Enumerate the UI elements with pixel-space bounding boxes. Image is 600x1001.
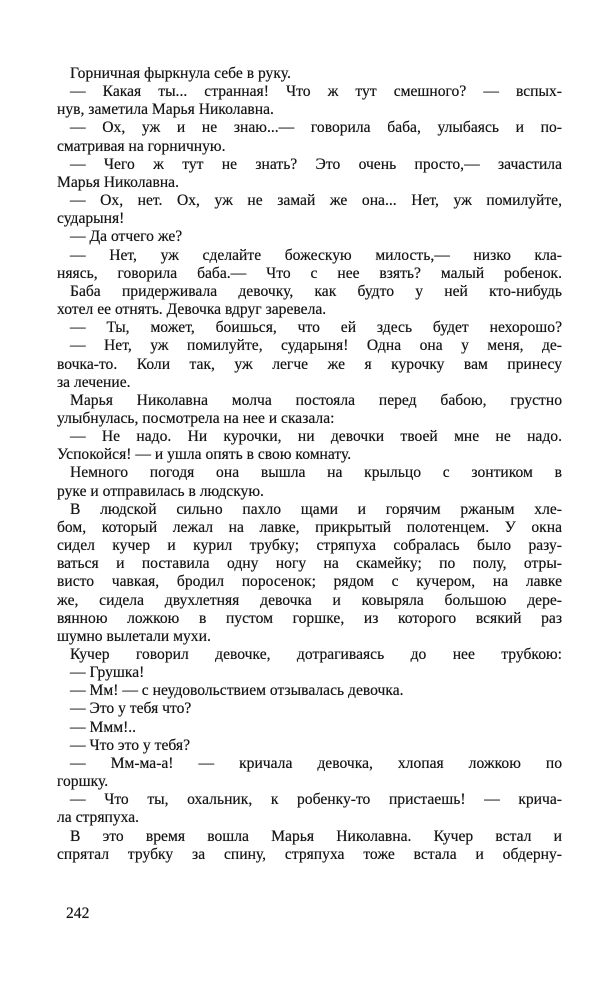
text-line: В это время вошла Марья Николавна. Кучер встал и bbox=[70, 827, 562, 845]
text-line: Немного погодя она вышла на крыльцо с зонтиком в bbox=[70, 464, 562, 482]
text-line: — Грушка! bbox=[70, 664, 145, 682]
text-line: — Ммм!.. bbox=[70, 718, 137, 736]
text-line: Кучер говорил девочке, дотрагиваясь до нее трубкою: bbox=[70, 646, 562, 663]
text-line: — Что это у тебя? bbox=[70, 736, 190, 754]
text-line: Марья Николавна. bbox=[57, 173, 179, 191]
page-body-text bbox=[57, 65, 562, 864]
text-line: — Что ты, охальник, к робенку-то пристаешь! — крича- bbox=[70, 791, 562, 809]
text-line: няясь, говорила баба.— Что с нее взять? малый робенок. bbox=[57, 264, 562, 282]
text-line: висто чавкая, бродил поросенок; рядом с кучером, на лавке bbox=[57, 573, 562, 591]
text-line: — Чего ж тут не знать? Это очень просто,— зачастила bbox=[70, 155, 562, 173]
text-line: — Мм-ма-а! — кричала девочка, хлопая ложкою по bbox=[70, 754, 562, 772]
text-line: сударыня! bbox=[57, 210, 125, 228]
text-line: за лечение. bbox=[57, 373, 131, 391]
text-line: вочка-то. Коли так, уж легче же я курочку вам принесу bbox=[57, 355, 562, 373]
text-line: Успокойся! — и ушла опять в свою комнату. bbox=[57, 446, 352, 464]
text-line: — Мм! — с неудовольствием отзывалась девочка. bbox=[70, 682, 404, 700]
text-line: руке и отправилась в людскую. bbox=[57, 482, 264, 500]
text-line: Баба придерживала девочку, как будто у ней кто-нибудь bbox=[70, 282, 562, 300]
text-line: — Нет, уж помилуйте, сударыня! Одна она у меня, де- bbox=[70, 337, 562, 355]
text-line: же, сидела двухлетняя девочка и ковыряла большою дере- bbox=[57, 591, 562, 609]
text-line: — Ты, может, боишься, что ей здесь будет нехорошо? bbox=[70, 319, 562, 337]
text-line: — Ох, уж и не знаю...— говорила баба, улыбаясь и по- bbox=[70, 119, 562, 137]
text-line: горшку. bbox=[57, 773, 109, 791]
text-line: Горничная фыркнула себе в руку. bbox=[70, 65, 291, 82]
text-line: хотел ее отнять. Девочка вдруг заревела. bbox=[57, 301, 327, 319]
text-line: улыбнулась, посмотрела на нее и сказала: bbox=[57, 409, 335, 427]
text-line: ла стряпуха. bbox=[57, 809, 140, 827]
text-line: — Ох, нет. Ох, уж не замай же она... Нет, уж помилуйте, bbox=[70, 192, 562, 210]
text-line: сидел кучер и курил трубку; стряпуха собралась было разу- bbox=[57, 537, 562, 555]
text-line: сматривая на горничную. bbox=[57, 137, 226, 155]
text-line: — Это у тебя что? bbox=[70, 700, 192, 718]
text-line: бом, который лежал на лавке, прикрытый полотенцем. У окна bbox=[57, 518, 562, 536]
text-line: Марья Николавна молча постояла перед бабою, грустно bbox=[70, 391, 562, 409]
text-line: — Да отчего же? bbox=[70, 228, 183, 246]
text-line: вянною ложкою в пустом горшке, из которого всякий раз bbox=[57, 609, 562, 627]
page-number: 242 bbox=[66, 905, 90, 922]
text-line: спрятал трубку за спину, стряпуха тоже встала и обдерну- bbox=[57, 845, 562, 863]
text-line: В людской сильно пахло щами и горячим ржаным хле- bbox=[70, 500, 562, 518]
text-line: шумно вылетали мухи. bbox=[57, 627, 211, 645]
text-line: — Какая ты... странная! Что ж тут смешного? — вспых- bbox=[70, 83, 562, 101]
text-line: — Нет, уж сделайте божескую милость,— низко кла- bbox=[70, 246, 562, 264]
text-line: нув, заметила Марья Николавна. bbox=[57, 101, 274, 119]
text-line: — Не надо. Ни курочки, ни девочки твоей мне не надо. bbox=[70, 428, 562, 446]
text-line: ваться и поставила одну ногу на скамейку; по полу, отры- bbox=[57, 555, 562, 573]
